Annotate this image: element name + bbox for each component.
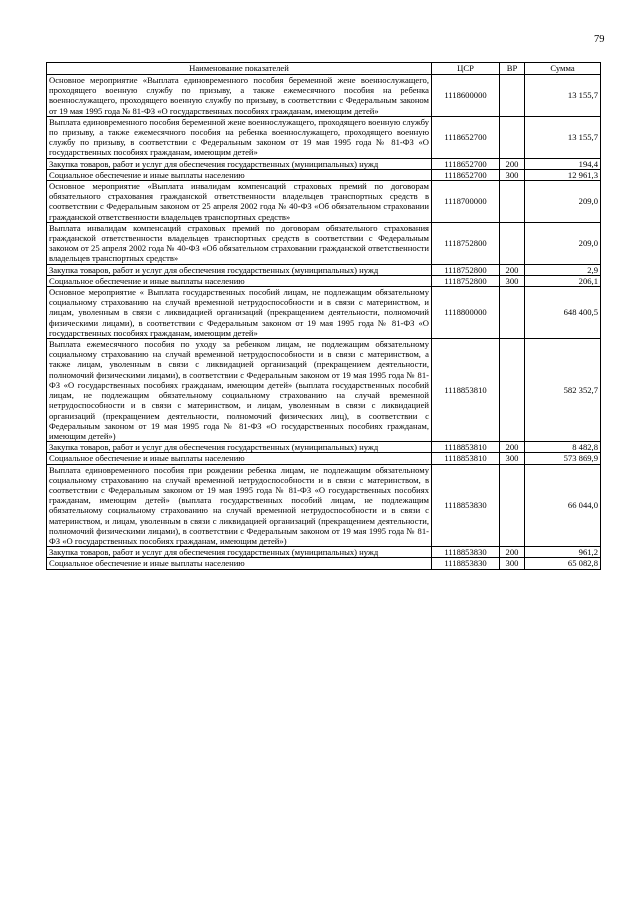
row-vr — [500, 75, 525, 117]
budget-table — [46, 62, 601, 570]
row-name: Социальное обеспечение и иные выплаты населению — [47, 275, 432, 286]
row-csr: 1118700000 — [432, 181, 500, 223]
row-name: Основное мероприятие « Выплата государственных пособий лицам, не подлежащим обязательному социальному страхованию на случай временной нетрудоспособности и в связи с материнством, и лицам, уволенным в связи с ликвидацией организаций (прекращением деятельности, полномочий физическими лицами), в соответствии с Федеральным законом от 19 мая 1995 года № 81-ФЗ «О государственных пособиях гражданам, имеющим детей» — [47, 287, 432, 339]
row-sum: 8 482,8 — [525, 442, 601, 453]
row-csr: 1118853830 — [432, 558, 500, 569]
row-csr: 1118652700 — [432, 158, 500, 169]
row-vr: 200 — [500, 442, 525, 453]
row-csr: 1118853810 — [432, 339, 500, 442]
row-vr: 300 — [500, 558, 525, 569]
table-row — [47, 222, 601, 264]
header-sum: Сумма — [525, 63, 601, 75]
row-name: Закупка товаров, работ и услуг для обеспечения государственных (муниципальных) нужд — [47, 158, 432, 169]
row-csr: 1118853810 — [432, 453, 500, 464]
row-csr: 1118600000 — [432, 75, 500, 117]
row-csr: 1118652700 — [432, 116, 500, 158]
row-vr — [500, 464, 525, 547]
row-name: Основное мероприятие «Выплата единовременного пособия беременной жене военнослужащего, проходящего военную службу по призыву, а также ежемесячного пособия на ребенка военнослужащего, проходящего военную службу по призыву, в соответствии с Федеральным законом от 19 мая 1995 года № 81-ФЗ «О государственных пособиях гражданам, имеющим детей» — [47, 75, 432, 117]
row-name: Выплата единовременного пособия беременной жене военнослужащего, проходящего военную службу по призыву, а также ежемесячного пособия на ребенка военнослужащего, проходящего военную службу по призыву, в соответствии с Федеральным законом от 19 мая 1995 года № 81-ФЗ «О государственных пособиях гражданам, имеющим детей» — [47, 116, 432, 158]
row-sum: 206,1 — [525, 275, 601, 286]
table-row — [47, 558, 601, 569]
row-vr — [500, 222, 525, 264]
table-row — [47, 264, 601, 275]
row-sum: 209,0 — [525, 181, 601, 223]
row-name: Выплата единовременного пособия при рождении ребенка лицам, не подлежащим обязательному социальному страхованию на случай временной нетрудоспособности и в связи с материнством, в соответствии с Федеральным законом от 19 мая 1995 года № 81-ФЗ «О государственных пособиях гражданам, имеющим детей» (выплата государственных пособий лицам, не подлежащим обязательному социальному страхованию на случай временной нетрудоспособности и в связи с материнством, и лицам, уволенным в связи с ликвидацией организаций (прекращением деятельности, полномочий физическими лицами), в соответствии с Федеральным законом от 19 мая 1995 года № 81-ФЗ «О государственных пособиях гражданам, имеющим детей») — [47, 464, 432, 547]
row-name: Закупка товаров, работ и услуг для обеспечения государственных (муниципальных) нужд — [47, 264, 432, 275]
row-vr — [500, 116, 525, 158]
table-row — [47, 287, 601, 339]
row-csr: 1118800000 — [432, 287, 500, 339]
row-csr: 1118752800 — [432, 264, 500, 275]
row-name: Основное мероприятие «Выплата инвалидам компенсаций страховых премий по договорам обязательного страхования гражданской ответственности владельцев транспортных средств в соответствии с Федеральным законом от 25 апреля 2002 года № 40-ФЗ «Об обязательном страховании гражданской ответственности владельцев транспортных средств» — [47, 181, 432, 223]
row-sum: 961,2 — [525, 547, 601, 558]
table-row — [47, 275, 601, 286]
row-vr: 200 — [500, 158, 525, 169]
row-csr: 1118853830 — [432, 464, 500, 547]
row-sum: 12 961,3 — [525, 169, 601, 180]
row-sum: 582 352,7 — [525, 339, 601, 442]
row-vr — [500, 339, 525, 442]
row-csr: 1118752800 — [432, 275, 500, 286]
header-name: Наименование показателей — [47, 63, 432, 75]
page-number: 79 — [594, 34, 605, 45]
row-vr — [500, 181, 525, 223]
row-csr: 1118853830 — [432, 547, 500, 558]
row-sum: 2,9 — [525, 264, 601, 275]
row-vr: 300 — [500, 275, 525, 286]
table-row — [47, 547, 601, 558]
table-row — [47, 169, 601, 180]
row-sum: 573 869,9 — [525, 453, 601, 464]
table-row — [47, 464, 601, 547]
row-sum: 13 155,7 — [525, 116, 601, 158]
row-sum: 648 400,5 — [525, 287, 601, 339]
row-vr — [500, 287, 525, 339]
table-row — [47, 75, 601, 117]
row-name: Выплата инвалидам компенсаций страховых премий по договорам обязательного страхования гражданской ответственности владельцев транспортных средств в соответствии с Федеральным законом от 25 апреля 2002 года № 40-ФЗ «Об обязательном страховании гражданской ответственности владельцев транспортных средств» — [47, 222, 432, 264]
row-name: Социальное обеспечение и иные выплаты населению — [47, 169, 432, 180]
table-row — [47, 158, 601, 169]
header-csr: ЦСР — [432, 63, 500, 75]
row-name: Закупка товаров, работ и услуг для обеспечения государственных (муниципальных) нужд — [47, 547, 432, 558]
row-vr: 200 — [500, 547, 525, 558]
row-csr: 1118853810 — [432, 442, 500, 453]
header-vr: ВР — [500, 63, 525, 75]
row-sum: 65 082,8 — [525, 558, 601, 569]
row-sum: 194,4 — [525, 158, 601, 169]
row-sum: 209,0 — [525, 222, 601, 264]
row-sum: 13 155,7 — [525, 75, 601, 117]
table-body — [47, 75, 601, 570]
row-vr: 200 — [500, 264, 525, 275]
table-row — [47, 116, 601, 158]
row-name: Социальное обеспечение и иные выплаты населению — [47, 558, 432, 569]
table-header-row — [47, 63, 601, 75]
table-row — [47, 181, 601, 223]
row-name: Закупка товаров, работ и услуг для обеспечения государственных (муниципальных) нужд — [47, 442, 432, 453]
row-sum: 66 044,0 — [525, 464, 601, 547]
row-name: Социальное обеспечение и иные выплаты населению — [47, 453, 432, 464]
row-name: Выплата ежемесячного пособия по уходу за ребенком лицам, не подлежащим обязательному социальному страхованию на случай временной нетрудоспособности и в связи с материнством, а также лицам, уволенным в связи с ликвидацией организаций (прекращением деятельности, полномочий физическими лицами), в соответствии с Федеральным законом от 19 мая 1995 года № 81-ФЗ «О государственных пособиях гражданам, имеющим детей» (выплата государственных пособий лицам, не подлежащим обязательному социальному страхованию на случай временной нетрудоспособности и в связи с материнством, и лицам, уволенным в связи с ликвидацией организаций (прекращением деятельности, полномочий физических лиц), в соответствии с Федеральным законом от 19 мая 1995 года № 81-ФЗ «О государственных пособиях гражданам, имеющим детей») — [47, 339, 432, 442]
table-row — [47, 453, 601, 464]
row-csr: 1118752800 — [432, 222, 500, 264]
row-vr: 300 — [500, 453, 525, 464]
table-row — [47, 442, 601, 453]
row-csr: 1118652700 — [432, 169, 500, 180]
table-row — [47, 339, 601, 442]
row-vr: 300 — [500, 169, 525, 180]
